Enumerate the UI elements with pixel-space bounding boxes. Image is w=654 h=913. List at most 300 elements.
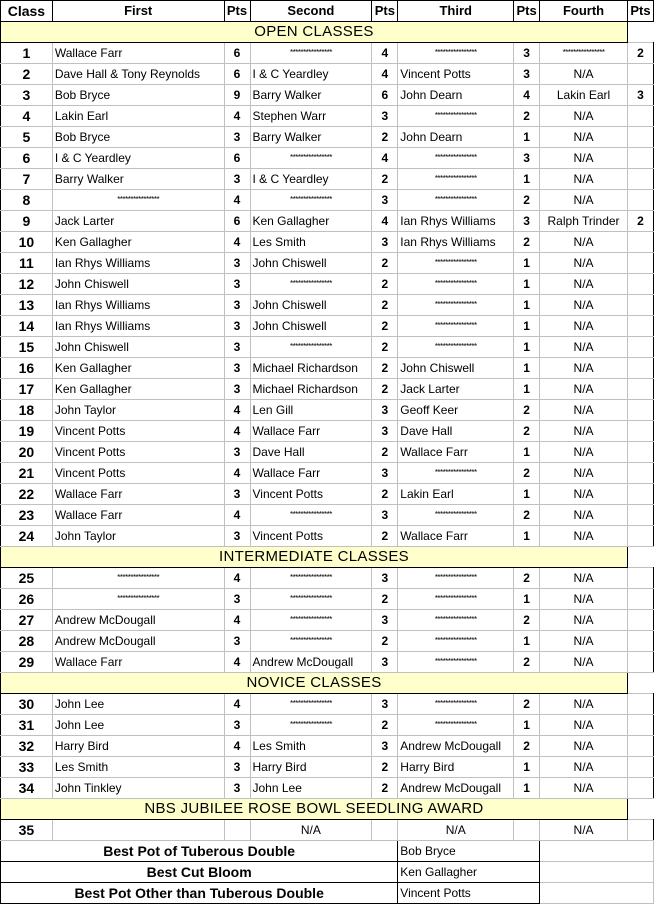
third-place-points: 1 xyxy=(514,127,540,148)
second-place-points: 2 xyxy=(372,589,398,610)
header-first: First xyxy=(52,1,224,22)
second-place-name: **************** xyxy=(250,43,372,64)
second-place-name: Michael Richardson xyxy=(250,358,372,379)
fourth-place-name: N/A xyxy=(540,190,628,211)
second-place-points: 4 xyxy=(372,43,398,64)
first-place-points: 4 xyxy=(224,610,250,631)
fourth-place-points xyxy=(627,64,653,85)
fourth-place-name: N/A xyxy=(540,295,628,316)
third-place-name: Wallace Farr xyxy=(398,442,514,463)
header-second: Second xyxy=(250,1,372,22)
third-place-name: John Dearn xyxy=(398,127,514,148)
first-place-points xyxy=(224,820,250,841)
second-place-points: 2 xyxy=(372,715,398,736)
fourth-place-points xyxy=(627,106,653,127)
first-place-points: 3 xyxy=(224,778,250,799)
section-title: OPEN CLASSES xyxy=(1,22,628,43)
first-place-points: 4 xyxy=(224,505,250,526)
fourth-place-points xyxy=(627,778,653,799)
first-place-name: **************** xyxy=(52,568,224,589)
fourth-place-points xyxy=(627,421,653,442)
third-place-name: **************** xyxy=(398,190,514,211)
class-number: 17 xyxy=(1,379,53,400)
third-place-name: **************** xyxy=(398,253,514,274)
first-place-name: Ian Rhys Williams xyxy=(52,253,224,274)
third-place-name: **************** xyxy=(398,631,514,652)
fourth-place-points xyxy=(627,610,653,631)
second-place-name: **************** xyxy=(250,337,372,358)
third-place-points: 2 xyxy=(514,694,540,715)
class-number: 10 xyxy=(1,232,53,253)
first-place-points: 3 xyxy=(224,253,250,274)
fourth-place-name: N/A xyxy=(540,610,628,631)
second-place-points: 6 xyxy=(372,85,398,106)
second-place-points: 4 xyxy=(372,64,398,85)
fourth-place-name: N/A xyxy=(540,274,628,295)
fourth-place-points xyxy=(627,232,653,253)
third-place-points: 1 xyxy=(514,316,540,337)
first-place-points: 3 xyxy=(224,442,250,463)
header-third: Third xyxy=(398,1,514,22)
first-place-points: 3 xyxy=(224,484,250,505)
class-number: 6 xyxy=(1,148,53,169)
first-place-points: 6 xyxy=(224,64,250,85)
second-place-name: **************** xyxy=(250,148,372,169)
first-place-points: 9 xyxy=(224,85,250,106)
third-place-name: **************** xyxy=(398,274,514,295)
second-place-name: **************** xyxy=(250,715,372,736)
first-place-name: Ken Gallagher xyxy=(52,379,224,400)
second-place-points: 3 xyxy=(372,736,398,757)
class-number: 32 xyxy=(1,736,53,757)
third-place-points: 1 xyxy=(514,589,540,610)
second-place-name: Vincent Potts xyxy=(250,484,372,505)
fourth-place-points xyxy=(627,274,653,295)
first-place-points: 3 xyxy=(224,631,250,652)
award-label: Best Cut Bloom xyxy=(1,862,398,883)
header-row xyxy=(1,1,654,22)
third-place-name: **************** xyxy=(398,106,514,127)
first-place-name: **************** xyxy=(52,190,224,211)
fourth-place-name: N/A xyxy=(540,484,628,505)
second-place-name: Michael Richardson xyxy=(250,379,372,400)
class-number: 12 xyxy=(1,274,53,295)
second-place-points: 3 xyxy=(372,505,398,526)
class-number: 28 xyxy=(1,631,53,652)
award-row xyxy=(1,883,654,904)
second-place-name: Wallace Farr xyxy=(250,421,372,442)
first-place-name: Jack Larter xyxy=(52,211,224,232)
fourth-place-name: N/A xyxy=(540,694,628,715)
second-place-name: Barry Walker xyxy=(250,85,372,106)
second-place-points: 4 xyxy=(372,211,398,232)
third-place-name: **************** xyxy=(398,463,514,484)
result-row xyxy=(1,169,654,190)
second-place-points: 2 xyxy=(372,631,398,652)
fourth-place-name: N/A xyxy=(540,463,628,484)
fourth-place-name: N/A xyxy=(540,526,628,547)
third-place-name: **************** xyxy=(398,694,514,715)
fourth-place-name: N/A xyxy=(540,631,628,652)
third-place-name: Andrew McDougall xyxy=(398,736,514,757)
result-row xyxy=(1,232,654,253)
section-title: NBS JUBILEE ROSE BOWL SEEDLING AWARD xyxy=(1,799,628,820)
second-place-points: 3 xyxy=(372,421,398,442)
award-winner: Bob Bryce xyxy=(398,841,540,862)
first-place-name: Barry Walker xyxy=(52,169,224,190)
fourth-place-points xyxy=(627,505,653,526)
first-place-points: 3 xyxy=(224,316,250,337)
third-place-points: 3 xyxy=(514,64,540,85)
award-winner: Vincent Potts xyxy=(398,883,540,904)
third-place-points: 2 xyxy=(514,190,540,211)
second-place-points: 3 xyxy=(372,400,398,421)
second-place-name: I & C Yeardley xyxy=(250,64,372,85)
result-row xyxy=(1,484,654,505)
class-number: 9 xyxy=(1,211,53,232)
fourth-place-name: N/A xyxy=(540,106,628,127)
second-place-points: 3 xyxy=(372,694,398,715)
first-place-name: Dave Hall & Tony Reynolds xyxy=(52,64,224,85)
second-place-points xyxy=(372,820,398,841)
fourth-place-points: 2 xyxy=(627,211,653,232)
section-title: NOVICE CLASSES xyxy=(1,673,628,694)
fourth-place-name: N/A xyxy=(540,505,628,526)
fourth-place-points xyxy=(627,631,653,652)
second-place-points: 2 xyxy=(372,274,398,295)
third-place-name: **************** xyxy=(398,148,514,169)
second-place-points: 2 xyxy=(372,484,398,505)
class-number: 18 xyxy=(1,400,53,421)
fourth-place-name: N/A xyxy=(540,820,628,841)
result-row xyxy=(1,652,654,673)
fourth-place-name: N/A xyxy=(540,127,628,148)
second-place-points: 2 xyxy=(372,253,398,274)
fourth-place-name: N/A xyxy=(540,337,628,358)
second-place-name: **************** xyxy=(250,505,372,526)
header-class: Class xyxy=(1,1,53,22)
class-number: 23 xyxy=(1,505,53,526)
result-row xyxy=(1,43,654,64)
fourth-place-points xyxy=(627,169,653,190)
third-place-points: 1 xyxy=(514,169,540,190)
third-place-points: 1 xyxy=(514,274,540,295)
result-row xyxy=(1,400,654,421)
section-header-row xyxy=(1,799,654,820)
fourth-place-name: **************** xyxy=(540,43,628,64)
first-place-name: Vincent Potts xyxy=(52,463,224,484)
third-place-name: John Dearn xyxy=(398,85,514,106)
result-row xyxy=(1,526,654,547)
class-number: 2 xyxy=(1,64,53,85)
result-row xyxy=(1,421,654,442)
first-place-points: 3 xyxy=(224,295,250,316)
first-place-name: Wallace Farr xyxy=(52,505,224,526)
first-place-name: John Taylor xyxy=(52,400,224,421)
header-pts-second: Pts xyxy=(372,1,398,22)
first-place-points: 3 xyxy=(224,526,250,547)
class-number: 5 xyxy=(1,127,53,148)
third-place-points: 1 xyxy=(514,631,540,652)
first-place-points: 3 xyxy=(224,379,250,400)
class-number: 24 xyxy=(1,526,53,547)
result-row xyxy=(1,442,654,463)
third-place-name: John Chiswell xyxy=(398,358,514,379)
second-place-name: Len Gill xyxy=(250,400,372,421)
fourth-place-name: N/A xyxy=(540,757,628,778)
third-place-points: 1 xyxy=(514,715,540,736)
class-number: 27 xyxy=(1,610,53,631)
third-place-name: **************** xyxy=(398,715,514,736)
first-place-name: Les Smith xyxy=(52,757,224,778)
second-place-name: **************** xyxy=(250,274,372,295)
second-place-points: 2 xyxy=(372,379,398,400)
first-place-points: 4 xyxy=(224,232,250,253)
second-place-points: 2 xyxy=(372,442,398,463)
first-place-name: John Taylor xyxy=(52,526,224,547)
third-place-name: Wallace Farr xyxy=(398,526,514,547)
first-place-name: Bob Bryce xyxy=(52,85,224,106)
third-place-name: Andrew McDougall xyxy=(398,778,514,799)
third-place-points: 1 xyxy=(514,295,540,316)
class-number: 14 xyxy=(1,316,53,337)
fourth-place-points xyxy=(627,295,653,316)
third-place-name: Harry Bird xyxy=(398,757,514,778)
result-row xyxy=(1,463,654,484)
header-pts-first: Pts xyxy=(224,1,250,22)
second-place-points: 2 xyxy=(372,778,398,799)
fourth-place-points xyxy=(627,526,653,547)
third-place-points: 3 xyxy=(514,148,540,169)
fourth-place-name: N/A xyxy=(540,736,628,757)
fourth-place-name: N/A xyxy=(540,169,628,190)
third-place-points: 1 xyxy=(514,442,540,463)
second-place-points: 2 xyxy=(372,358,398,379)
first-place-points: 4 xyxy=(224,421,250,442)
first-place-name: Vincent Potts xyxy=(52,421,224,442)
first-place-name: Wallace Farr xyxy=(52,652,224,673)
first-place-points: 3 xyxy=(224,757,250,778)
fourth-place-name: N/A xyxy=(540,652,628,673)
result-row xyxy=(1,778,654,799)
third-place-name: **************** xyxy=(398,316,514,337)
section-header-spacer xyxy=(627,22,653,43)
award-label: Best Pot of Tuberous Double xyxy=(1,841,398,862)
fourth-place-points xyxy=(627,148,653,169)
result-row xyxy=(1,715,654,736)
fourth-place-points xyxy=(627,820,653,841)
class-number: 20 xyxy=(1,442,53,463)
first-place-points: 4 xyxy=(224,694,250,715)
third-place-points: 2 xyxy=(514,652,540,673)
third-place-name: Ian Rhys Williams xyxy=(398,211,514,232)
result-row xyxy=(1,190,654,211)
third-place-points: 3 xyxy=(514,211,540,232)
class-number: 8 xyxy=(1,190,53,211)
first-place-name: Ken Gallagher xyxy=(52,232,224,253)
fourth-place-name: N/A xyxy=(540,400,628,421)
fourth-place-points xyxy=(627,463,653,484)
third-place-points: 2 xyxy=(514,106,540,127)
third-place-points: 2 xyxy=(514,505,540,526)
second-place-name: **************** xyxy=(250,610,372,631)
fourth-place-points xyxy=(627,652,653,673)
class-number: 7 xyxy=(1,169,53,190)
first-place-points: 3 xyxy=(224,589,250,610)
class-number: 1 xyxy=(1,43,53,64)
second-place-points: 2 xyxy=(372,337,398,358)
third-place-name: **************** xyxy=(398,295,514,316)
result-row xyxy=(1,337,654,358)
fourth-place-points xyxy=(627,379,653,400)
second-place-points: 2 xyxy=(372,316,398,337)
first-place-name: Vincent Potts xyxy=(52,442,224,463)
first-place-name: John Lee xyxy=(52,715,224,736)
second-place-name: Stephen Warr xyxy=(250,106,372,127)
second-place-points: 3 xyxy=(372,232,398,253)
section-header-spacer xyxy=(627,547,653,568)
second-place-points: 2 xyxy=(372,526,398,547)
first-place-name: John Tinkley xyxy=(52,778,224,799)
result-row xyxy=(1,316,654,337)
third-place-points: 1 xyxy=(514,484,540,505)
section-title: INTERMEDIATE CLASSES xyxy=(1,547,628,568)
award-winner: Ken Gallagher xyxy=(398,862,540,883)
third-place-name: Dave Hall xyxy=(398,421,514,442)
fourth-place-points xyxy=(627,127,653,148)
first-place-name: **************** xyxy=(52,589,224,610)
fourth-place-name: N/A xyxy=(540,442,628,463)
first-place-points: 6 xyxy=(224,211,250,232)
result-row xyxy=(1,757,654,778)
third-place-points: 1 xyxy=(514,358,540,379)
third-place-name: **************** xyxy=(398,568,514,589)
result-row xyxy=(1,127,654,148)
fourth-place-points xyxy=(627,715,653,736)
first-place-name: John Chiswell xyxy=(52,274,224,295)
fourth-place-points xyxy=(627,337,653,358)
second-place-points: 3 xyxy=(372,106,398,127)
first-place-name: John Lee xyxy=(52,694,224,715)
second-place-points: 2 xyxy=(372,757,398,778)
result-row xyxy=(1,505,654,526)
result-row xyxy=(1,820,654,841)
fourth-place-name: Lakin Earl xyxy=(540,85,628,106)
result-row xyxy=(1,379,654,400)
second-place-name: **************** xyxy=(250,694,372,715)
third-place-name: Lakin Earl xyxy=(398,484,514,505)
section-header-row xyxy=(1,547,654,568)
class-number: 35 xyxy=(1,820,53,841)
class-number: 11 xyxy=(1,253,53,274)
third-place-points: 3 xyxy=(514,43,540,64)
first-place-points: 4 xyxy=(224,568,250,589)
third-place-points: 2 xyxy=(514,232,540,253)
second-place-points: 3 xyxy=(372,610,398,631)
third-place-points: 1 xyxy=(514,526,540,547)
second-place-name: **************** xyxy=(250,190,372,211)
result-row xyxy=(1,736,654,757)
fourth-place-points xyxy=(627,400,653,421)
second-place-name: Les Smith xyxy=(250,736,372,757)
third-place-points: 1 xyxy=(514,778,540,799)
fourth-place-name: N/A xyxy=(540,148,628,169)
third-place-points: 2 xyxy=(514,568,540,589)
third-place-points xyxy=(514,820,540,841)
third-place-points: 1 xyxy=(514,757,540,778)
class-number: 4 xyxy=(1,106,53,127)
fourth-place-points xyxy=(627,736,653,757)
fourth-place-points xyxy=(627,253,653,274)
fourth-place-name: N/A xyxy=(540,379,628,400)
class-number: 15 xyxy=(1,337,53,358)
first-place-points: 4 xyxy=(224,652,250,673)
fourth-place-points xyxy=(627,484,653,505)
result-row xyxy=(1,106,654,127)
fourth-place-name: N/A xyxy=(540,358,628,379)
first-place-name: Harry Bird xyxy=(52,736,224,757)
second-place-name: John Chiswell xyxy=(250,253,372,274)
fourth-place-points xyxy=(627,442,653,463)
award-row xyxy=(1,862,654,883)
first-place-points: 3 xyxy=(224,358,250,379)
first-place-name: Wallace Farr xyxy=(52,43,224,64)
second-place-name: **************** xyxy=(250,631,372,652)
second-place-points: 2 xyxy=(372,127,398,148)
first-place-name: Wallace Farr xyxy=(52,484,224,505)
award-row xyxy=(1,841,654,862)
result-row xyxy=(1,295,654,316)
fourth-place-name: Ralph Trinder xyxy=(540,211,628,232)
third-place-name: **************** xyxy=(398,610,514,631)
second-place-points: 3 xyxy=(372,190,398,211)
second-place-name: Vincent Potts xyxy=(250,526,372,547)
second-place-name: Harry Bird xyxy=(250,757,372,778)
section-header-row xyxy=(1,673,654,694)
third-place-points: 1 xyxy=(514,253,540,274)
second-place-points: 3 xyxy=(372,463,398,484)
first-place-points: 3 xyxy=(224,274,250,295)
result-row xyxy=(1,274,654,295)
second-place-name: Andrew McDougall xyxy=(250,652,372,673)
second-place-name: Wallace Farr xyxy=(250,463,372,484)
second-place-name: N/A xyxy=(250,820,372,841)
class-number: 3 xyxy=(1,85,53,106)
result-row xyxy=(1,253,654,274)
fourth-place-name: N/A xyxy=(540,316,628,337)
result-row xyxy=(1,610,654,631)
first-place-name: Ken Gallagher xyxy=(52,358,224,379)
third-place-name: Jack Larter xyxy=(398,379,514,400)
class-number: 26 xyxy=(1,589,53,610)
fourth-place-name: N/A xyxy=(540,232,628,253)
first-place-points: 6 xyxy=(224,148,250,169)
second-place-name: Barry Walker xyxy=(250,127,372,148)
fourth-place-points xyxy=(627,190,653,211)
second-place-points: 3 xyxy=(372,652,398,673)
third-place-points: 1 xyxy=(514,337,540,358)
first-place-points: 3 xyxy=(224,169,250,190)
fourth-place-name: N/A xyxy=(540,589,628,610)
result-row xyxy=(1,85,654,106)
third-place-name: **************** xyxy=(398,652,514,673)
second-place-name: Ken Gallagher xyxy=(250,211,372,232)
fourth-place-name: N/A xyxy=(540,64,628,85)
third-place-name: Ian Rhys Williams xyxy=(398,232,514,253)
first-place-points: 3 xyxy=(224,127,250,148)
header-fourth: Fourth xyxy=(540,1,628,22)
second-place-name: John Lee xyxy=(250,778,372,799)
